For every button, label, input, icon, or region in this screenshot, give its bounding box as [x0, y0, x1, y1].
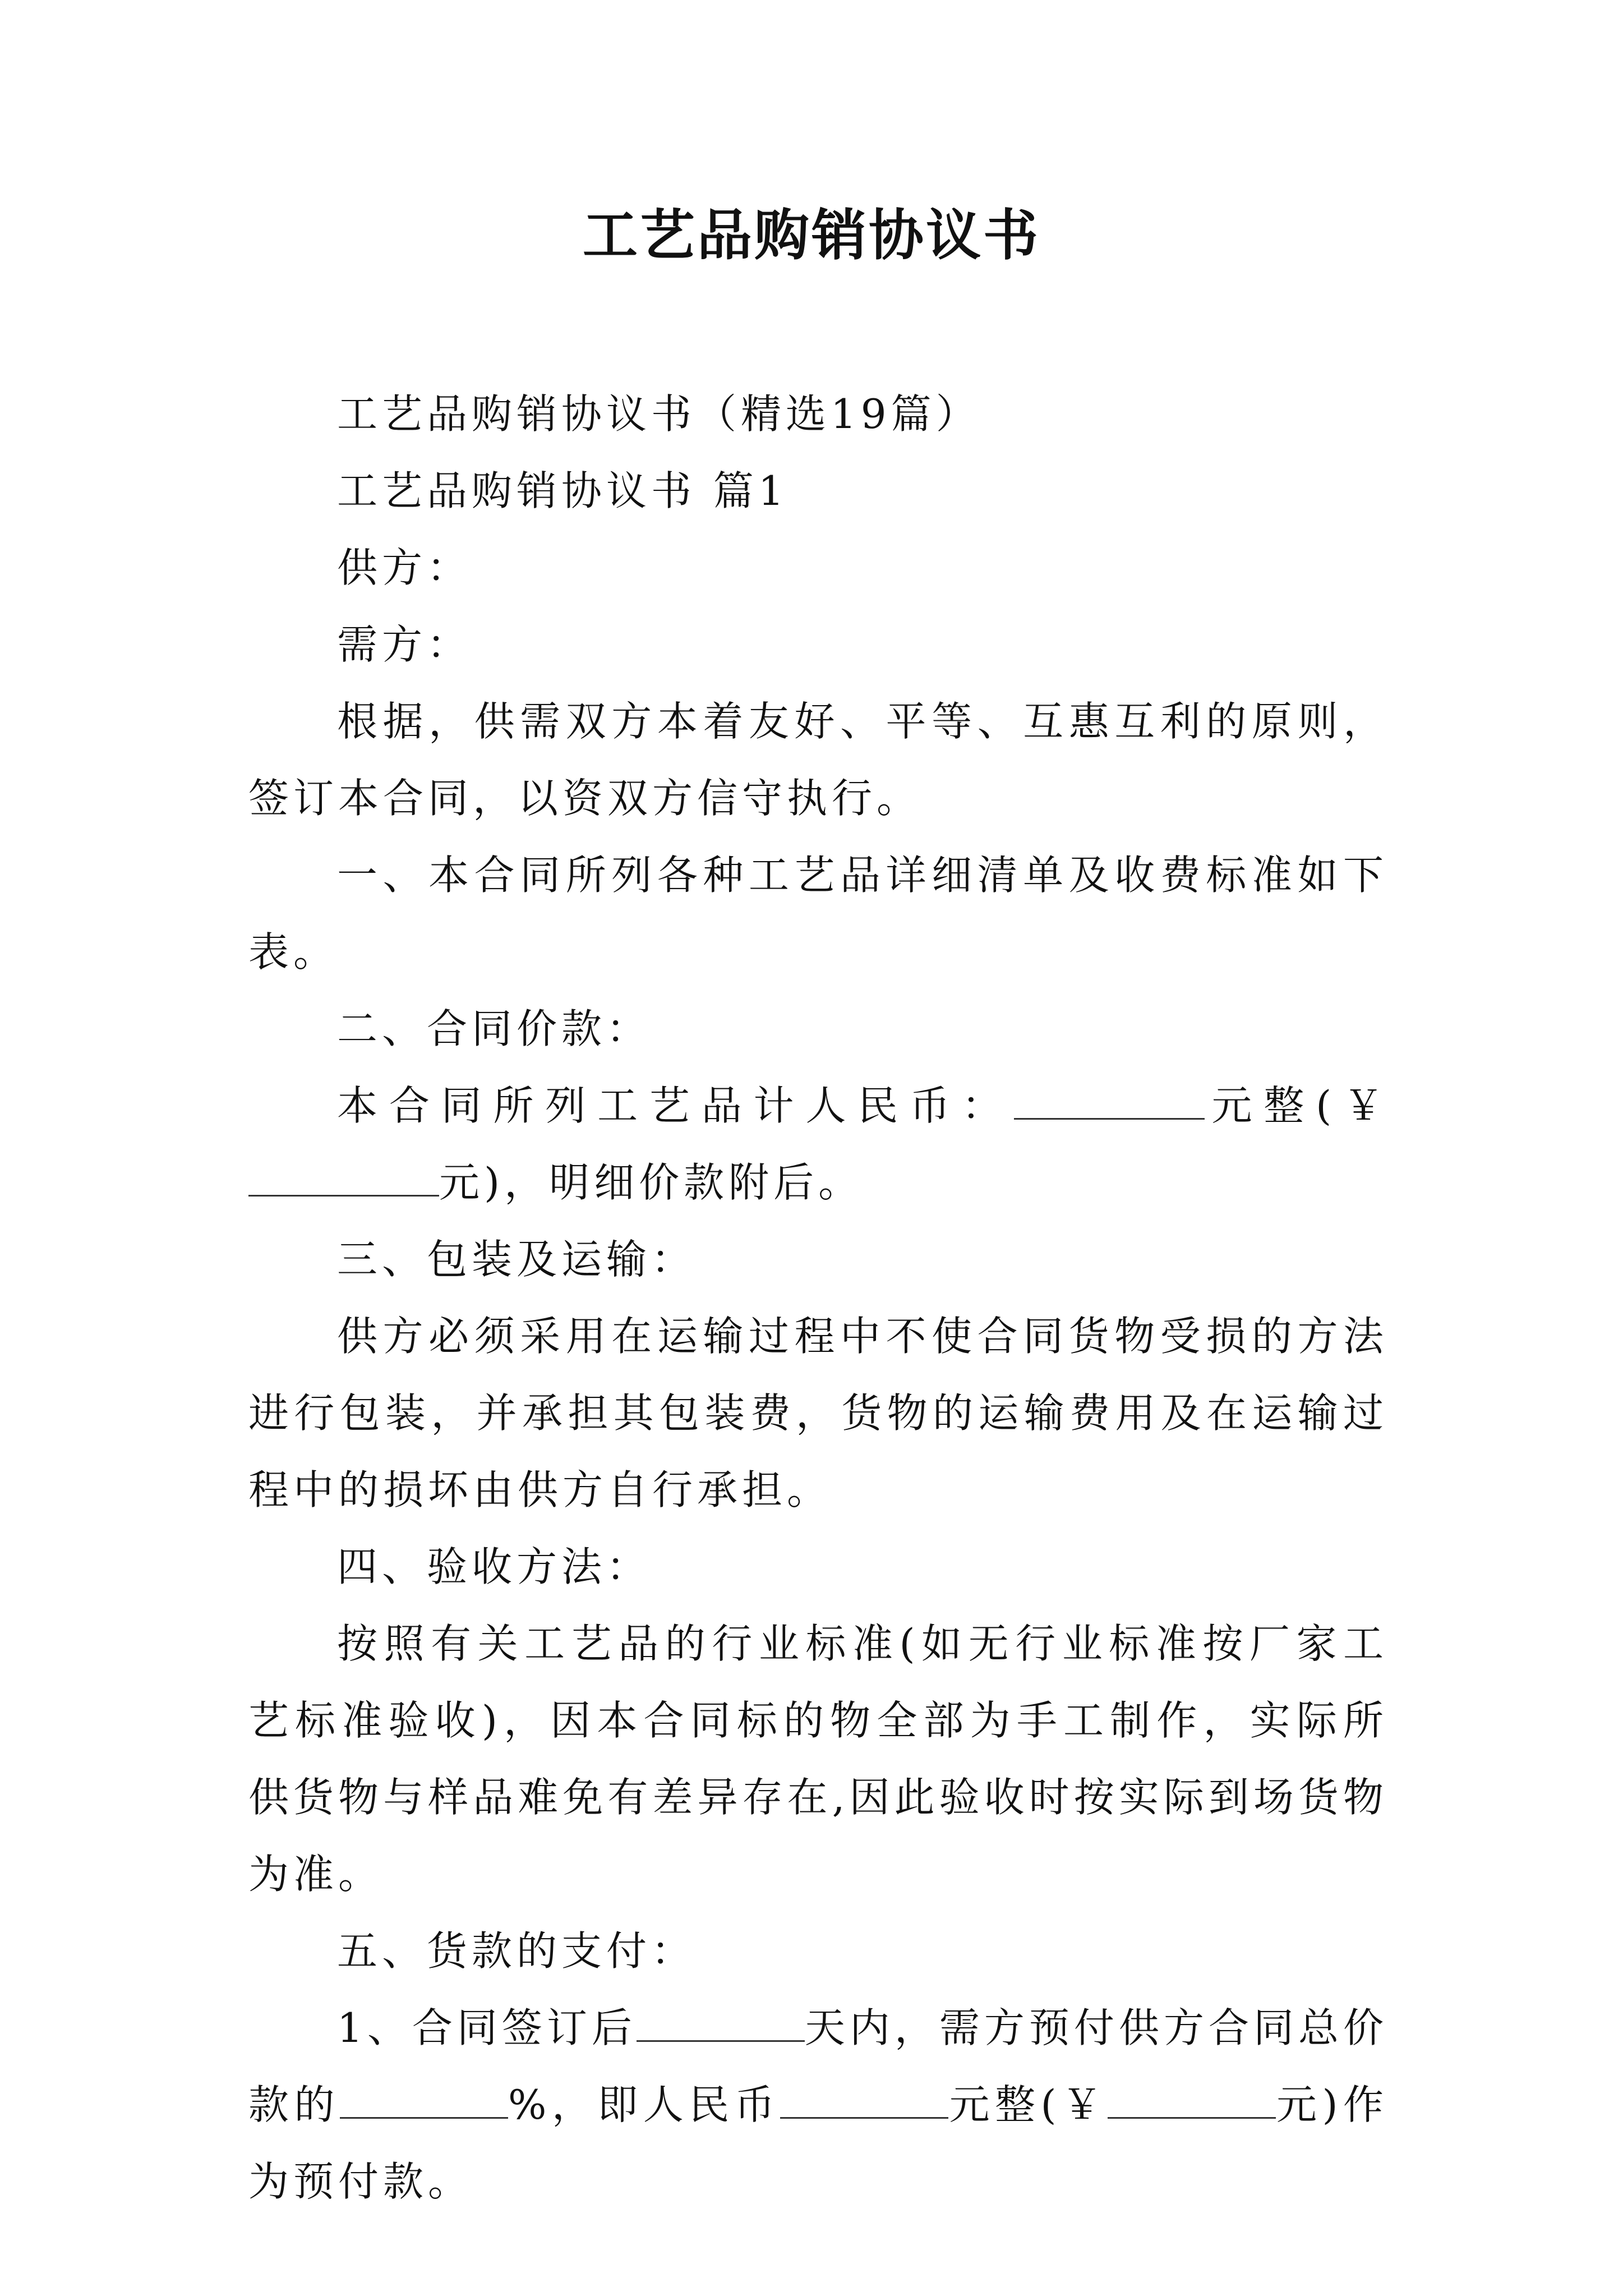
clause-2-text-2: 元整(￥	[1204, 1082, 1388, 1129]
intro-paragraph: 根据，供需双方本着友好、平等、互惠互利的原则，签订本合同，以资双方信守执行。	[248, 698, 1388, 822]
document-subtitle: 工艺品购销协议书（精选19篇）	[337, 390, 981, 438]
document-body	[248, 376, 1388, 2220]
clause-1: 一、本合同所列各种工艺品详细清单及收费标准如下表。	[248, 852, 1388, 976]
clause-2-text-3: 元)，明细价款附后。	[439, 1159, 864, 1206]
clause-5-text-5: 元)作为预付款。	[248, 2081, 1389, 2205]
clause-5-text-3: %，即人民币	[508, 2081, 781, 2128]
clause-2-heading: 二、合同价款：	[337, 1005, 652, 1052]
clause-4-heading: 四、验收方法：	[337, 1543, 652, 1590]
percent-blank	[340, 2077, 508, 2119]
clause-5-heading: 五、货款的支付：	[337, 1927, 697, 1975]
amount-blank	[1014, 1078, 1205, 1120]
clause-5-text-1: 1、合同签订后	[337, 2004, 637, 2051]
prepayment-amount-blank	[780, 2077, 948, 2119]
buyer-label: 需方：	[337, 621, 472, 668]
clause-3-heading: 三、包装及运输：	[337, 1236, 697, 1283]
amount-figure-blank	[248, 1154, 439, 1197]
clause-4-paragraph: 按照有关工艺品的行业标准(如无行业标准按厂家工艺标准验收)，因本合同标的物全部为手工制作，实际所供货物与样品难免有差异存在,因此验收时按实际到场货物为准。	[248, 1620, 1388, 1898]
clause-5-text-2: 天内，需方预付供方合同总价款的	[248, 2004, 1388, 2128]
supplier-label: 供方：	[337, 544, 472, 591]
clause-5-item-1	[248, 1990, 1388, 2220]
prepayment-figure-blank	[1108, 2077, 1276, 2119]
clause-3-paragraph: 供方必须采用在运输过程中不使合同货物受损的方法进行包装，并承担其包装费，货物的运输费用及在运输过程中的损坏由供方自行承担。	[248, 1313, 1388, 1513]
section-heading: 工艺品购销协议书 篇1	[337, 467, 789, 514]
document-title: 工艺品购销协议书	[582, 203, 1040, 268]
clause-2-text-1: 本合同所列工艺品计人民币：	[337, 1082, 1014, 1129]
days-blank	[637, 2000, 805, 2042]
clause-5-text-4: 元整(￥	[948, 2081, 1108, 2128]
clause-2-paragraph	[248, 1068, 1388, 1221]
